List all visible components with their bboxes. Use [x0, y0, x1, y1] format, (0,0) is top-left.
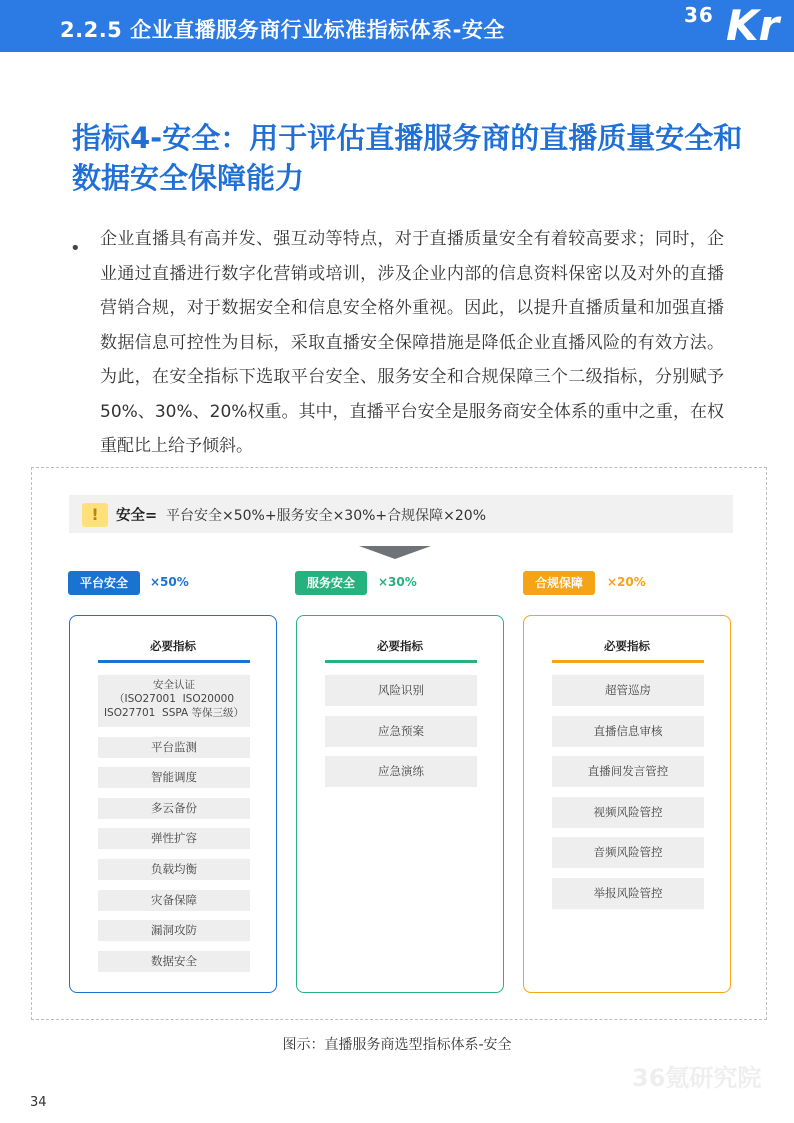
indicator-item: 音频风险管控	[552, 837, 704, 868]
indicator-item: 平台监测	[98, 737, 250, 758]
indicator-item: 负载均衡	[98, 859, 250, 880]
indicator-item: 数据安全	[98, 951, 250, 972]
bullet-icon: •	[70, 238, 81, 259]
indicator-item: 风险识别	[325, 675, 477, 706]
figure-caption: 图示：直播服务商选型指标体系-安全	[282, 1037, 512, 1053]
header-bar	[0, 0, 794, 52]
panel-heading: 必要指标	[377, 639, 423, 653]
indicator-item: 应急演练	[325, 756, 477, 787]
indicator-panel-1	[296, 615, 504, 993]
watermark: 36氪研究院	[632, 1064, 762, 1092]
panel-heading: 必要指标	[150, 639, 196, 653]
weight-1: ×30%	[378, 575, 417, 589]
panel-heading: 必要指标	[604, 639, 650, 653]
indicator-item: 超管巡房	[552, 675, 704, 706]
indicator-diagram	[31, 467, 767, 1020]
weight-2: ×20%	[607, 575, 646, 589]
arrow-down-icon	[359, 546, 431, 559]
indicator-panel-0	[69, 615, 277, 993]
panel-divider	[552, 660, 704, 663]
tag-0: 平台安全	[68, 571, 140, 595]
indicator-item: 举报风险管控	[552, 878, 704, 909]
weight-0: ×50%	[150, 575, 189, 589]
formula-text: 平台安全×50%+服务安全×30%+合规保障×20%	[166, 508, 487, 524]
indicator-item: 灾备保障	[98, 890, 250, 911]
exclamation-icon: !	[82, 503, 108, 527]
tag-1: 服务安全	[295, 571, 367, 595]
indicator-item: 多云备份	[98, 798, 250, 819]
indicator-item: 直播信息审核	[552, 716, 704, 747]
panel-divider	[325, 660, 477, 663]
brand-logo	[684, 0, 780, 52]
page-headline: 指标4-安全：用于评估直播服务商的直播质量安全和数据安全保障能力	[72, 121, 743, 195]
body-paragraph: 企业直播具有高并发、强互动等特点，对于直播质量安全有着较高要求；同时，企业通过直播进行数字化营销或培训，涉及企业内部的信息资料保密以及对外的直播营销合规，对于数据安全和信息安全格外重视。因此，以提升直播质量和加强直播数据信息可控性为目标，采取直播安全保障措施是降低企业直播风险的有效方法。为此，在安全指标下选取平台安全、服务安全和合规保障三个二级指标，分别赋予50%、30%、20%权重。其中，直播平台安全是服务商安全体系的重中之重，在权重配比上给予倾斜。	[100, 229, 724, 456]
indicator-item: 应急预案	[325, 716, 477, 747]
page-number: 34	[30, 1095, 47, 1110]
section-title: 2.2.5 企业直播服务商行业标准指标体系-安全	[60, 18, 505, 42]
indicator-item: 直播间发言管控	[552, 756, 704, 787]
panel-divider	[98, 660, 250, 663]
indicator-item: 漏洞攻防	[98, 920, 250, 941]
indicator-item: 视频风险管控	[552, 797, 704, 828]
formula-key: 安全=	[116, 508, 158, 524]
indicator-item: 智能调度	[98, 767, 250, 788]
indicator-panel-2	[523, 615, 731, 993]
indicator-item: 弹性扩容	[98, 828, 250, 849]
indicator-item: 安全认证 （ISO27001 ISO20000 ISO27701 SSPA 等保三级）	[98, 675, 250, 727]
tag-2: 合规保障	[523, 571, 595, 595]
logo-letters: Kr	[726, 1, 780, 50]
logo-number: 36	[684, 3, 714, 27]
